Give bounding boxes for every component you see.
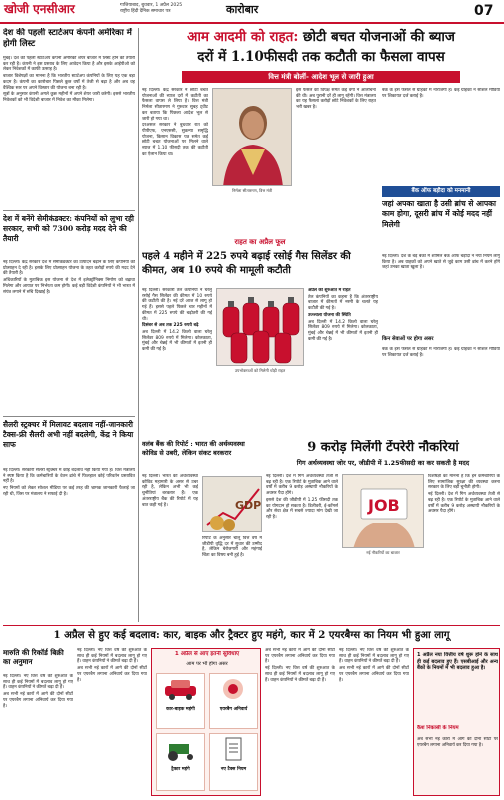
jobs-para: इससे देश की जीडीपी में 1.25 फीसदी तक का योगदान हो सकता है। डिलीवरी, ई-कॉमर्स और सेवा क्षेत्र में सबसे ज्यादा मांग देखी जा रही है।	[266, 497, 338, 521]
story2-headline: देश में बनेंगे सेमीकंडक्टर: कंपनियों को लुभा रही सरकार, सभी को 7300 करोड़ मदद देने की तैयारी	[3, 214, 134, 244]
lpg-para: तेल कंपनियों का कहना है कि अंतरराष्ट्रीय बाजार में कीमतों में नरमी के चलते यह कटौती की गई है।	[308, 294, 378, 312]
bank-para: नई दिल्ली। देश के बड़े बैंकों में शामिल बैंक ऑफ बड़ौदा ने नया नियम लागू किया है। अब ग्राहकों को अपने खाते से जुड़े काम उसी ब्रांच में करने होंगे जहां उनका खाता खुला है।	[382, 254, 500, 271]
document-icon	[210, 734, 257, 764]
bottom-col4	[265, 648, 335, 798]
lpg-subhead: अप्रैल की शुरुआत में राहत	[308, 288, 351, 293]
story1-para: सूत्रों के अनुसार कंपनी अगले कुछ महीनों में अपने शेयर जारी करेगी। इससे भारतीय निवेशकों को भी विदेशी बाजार में निवेश का मौका मिलेगा।	[3, 92, 135, 104]
gdp-para: रिपोर्ट के अनुसार चालू वित्त वर्ष में जीडीपी वृद्धि दर में सुधार की उम्मीद है, लेकिन बेरोजगारी और महंगाई चिंता का विषय बनी हुई है।	[202, 536, 262, 559]
bottom-para: अब सभी नई कारों में आगे की दोनों सीटों पर एयरबैग लगाना अनिवार्य कर दिया गया है।	[3, 692, 73, 709]
gdp-image	[202, 476, 262, 532]
cylinders-caption: उपभोक्ताओं को मिलेगी थोड़ी राहत	[234, 368, 286, 373]
infographic-card	[209, 733, 258, 791]
column-divider	[138, 28, 139, 622]
lpg-para: अब दिल्ली में 14.2 किलो वाला घरेलू सिलेंडर 809 रुपये में मिलेगा। कोलकाता, मुंबई और चेन्नई में भी कीमतों में इतनी ही कमी की गई है।	[142, 330, 212, 353]
bottom-divider	[3, 625, 500, 626]
infographic-card-label: एयरबैग अनिवार्य	[219, 706, 248, 712]
jobs-para: विशेषज्ञों का मानना है कि इन कर्मचारियों के लिए सामाजिक सुरक्षा की व्यवस्था करना सरकार के लिए बड़ी चुनौती होगी।	[428, 474, 500, 491]
gdp-coin-graphic	[203, 477, 262, 532]
bottom-left-headline: मारुति की रिकॉर्ड बिक्री का अनुमान	[3, 648, 64, 667]
jobs-para: नई दिल्ली। देश में गिग अर्थव्यवस्था तेजी से बढ़ रही है। एक रिपोर्ट के मुताबिक आने वाले वर्षों में करीब 9 करोड़ अस्थायी नौकरियों के अवसर पैदा होंगे।	[266, 474, 338, 497]
bottom-para: नई दिल्ली। नए वित्त वर्ष की शुरुआत के साथ ही कई नियमों में बदलाव लागू हो गए हैं। वाहन कंपनियों ने कीमतें बढ़ा दी हैं।	[77, 648, 147, 665]
gdp-headline: वलंब बैंक की रिपोर्ट : भारत की अर्थव्यवस्था कोविड से उबरी, लेकिन संकट बरकरार	[142, 440, 245, 457]
main-headline-line2: दरों में 1.10फीसदी तक कटौती का फैसला वापस	[197, 49, 445, 65]
bottom-right-body: अब सभी नई कारों में आगे की दोनों सीटों पर एयरबैग लगाना अनिवार्य कर दिया गया है।	[417, 737, 498, 748]
section-title: कारोबार	[226, 3, 259, 16]
dateline	[120, 3, 182, 15]
airbag-icon	[210, 674, 257, 704]
bank-teaser-para: बैंक के इस फैसले से ग्राहकों में नाराजगी है। कई ग्राहकों ने सोशल मीडिया पर शिकायत दर्ज कराई है।	[382, 88, 500, 99]
page-number: 07	[474, 3, 494, 19]
bottom-right-subhead: कैश निकासी के नियम	[417, 725, 459, 731]
bank-para: बैंक के इस फैसले से ग्राहकों में नाराजगी है। कई ग्राहकों ने सोशल मीडिया पर शिकायत दर्ज कराई है।	[382, 347, 500, 358]
bottom-para: अब सभी नई कारों में आगे की दोनों सीटों पर एयरबैग लगाना अनिवार्य कर दिया गया है।	[339, 666, 409, 683]
jobs-story	[266, 440, 500, 622]
lpg-body-col1	[142, 288, 212, 438]
dateline-date: गाजियाबाद, बुधवार, 1 अप्रैल 2025	[120, 3, 183, 8]
infographic	[151, 648, 261, 796]
bottom-right-box-text: 1 अप्रैल नया वित्तीय वर्ष शुरू होने के साथ ही कई बदलाव हुए हैं। एसबीआई और अन्य बैंकों के नियमों में भी बदलाव हुआ है।	[417, 652, 498, 671]
infographic-card-label: कार-बाइक महंगी	[166, 706, 195, 712]
bottom-left-story	[3, 648, 73, 798]
tractor-icon	[157, 734, 204, 764]
bottom-col2	[77, 648, 147, 798]
bottom-para: नई दिल्ली। नए वित्त वर्ष की शुरुआत के साथ ही कई नियमों में बदलाव लागू हो गए हैं। वाहन कंपनियों ने कीमतें बढ़ा दी हैं।	[339, 648, 409, 665]
lpg-headline: पहले 4 महीने में 225 रुपये बढ़ाई रसोई गैस सिलेंडर की कीमत, अब 10 रुपये की मामूली कटौती	[142, 251, 351, 276]
minister-photo-caption: निर्मला सीतारमण, वित्त मंत्री	[231, 188, 273, 193]
infographic-card-label: ट्रैक्टर महंगे	[171, 766, 190, 772]
story3-para: नए नियमों को लेकर सोशल मीडिया पर कई तरह की भ्रामक जानकारी फैलाई जा रही थी, जिस पर मंत्रालय ने सफाई दी है।	[3, 486, 135, 497]
story3-headline: सैलरी स्ट्रक्चर में मिलावट बदलाव नहीं-जानकारी टैक्स-फ्री सैलरी अभी नहीं बदलेगी, केंद्र ने किया साफ	[3, 420, 134, 450]
newspaper-logo: खोजी एनसीआर	[4, 2, 75, 16]
story3-para: नई दिल्ली। सरकारी सैलरी स्ट्रक्चर में कोई बदलाव नहीं किया गया है। वित्त मंत्रालय ने स्पष्ट किया है कि कर्मचारियों के वेतन ढांचे में फिलहाल कोई परिवर्तन प्रस्तावित नहीं है।	[3, 468, 135, 485]
main-kicker: आम आदमी को राहत:	[187, 29, 299, 45]
bank-feature	[382, 186, 500, 436]
infographic-card	[156, 673, 205, 729]
jobs-image-label: JOB	[368, 496, 400, 515]
infographic-card-label: नए टैक्स नियम	[220, 766, 247, 772]
story2-para: अधिकारियों के मुताबिक इस योजना से देश में इलेक्ट्रॉनिक्स निर्माण को बढ़ावा मिलेगा और आयात पर निर्भरता कम होगी। कई बड़ी विदेशी कंपनियों ने भी भारत में संयंत्र लगाने में रुचि दिखाई है।	[3, 278, 135, 295]
bottom-para: अब सभी नई कारों में आगे की दोनों सीटों पर एयरबैग लगाना अनिवार्य कर दिया गया है।	[77, 666, 147, 683]
jobs-para: नई दिल्ली। देश में गिग अर्थव्यवस्था तेजी से बढ़ रही है। एक रिपोर्ट के मुताबिक आने वाले वर्षों में करीब 9 करोड़ अस्थायी नौकरियों के अवसर पैदा होंगे।	[428, 492, 500, 515]
main-subhead-bar: वित्त मंत्री बोलीं- आदेश भूल से जारी हुआ	[182, 71, 460, 83]
infographic-subtitle: आम पर भी होगा असर	[186, 661, 228, 667]
car-icon	[157, 674, 204, 704]
bank-body	[382, 254, 500, 334]
story1-para: मुंबई। देश की पहली स्टार्टअप कंपनी अमेरिकी शेयर बाजार में लिस्ट होने की तैयारी कर रही है। कंपनी ने इस प्रस्ताव के लिए आवेदन किया है और इसके आईपीओ को लेकर निवेशकों में काफी उत्साह है।	[3, 56, 135, 73]
job-hand-graphic	[343, 475, 424, 548]
main-headline-line1	[142, 28, 500, 48]
cylinders-photo	[216, 288, 304, 366]
dateline-tagline: राष्ट्रीय हिंदी दैनिक समाचार पत्र	[120, 8, 171, 14]
lpg-kicker: राहत का अप्रैल फूल	[234, 238, 286, 246]
lpg-body-col3	[308, 288, 378, 438]
main-headline-text1: छोटी बचत योजनाओं की ब्याज	[303, 29, 455, 45]
bank-body-2	[382, 347, 500, 435]
infographic-card	[156, 733, 205, 791]
main-body-col1	[142, 88, 208, 238]
story1-body	[3, 56, 135, 206]
jobs-image	[342, 474, 424, 548]
bank-tag: बैंक ऑफ बड़ौदा को मनमानी	[382, 186, 500, 197]
left-column	[3, 28, 135, 622]
divider	[3, 416, 135, 417]
jobs-body-col3	[428, 474, 500, 622]
story2-para: नई दिल्ली। केंद्र सरकार देश में सेमीकंडक्टर का उत्पादन बढ़ाने के लिए कंपनियों को प्रोत्साहन दे रही है। इसके लिए प्रोत्साहन योजना के तहत करोड़ों रुपये की मदद देने की तैयारी है।	[3, 260, 135, 277]
story2-body	[3, 260, 135, 410]
main-para: दरअसल सरकार ने बुधवार रात को पीपीएफ, एनएससी, सुकन्या समृद्धि योजना, किसान विकास पत्र समेत कई छोटी बचत योजनाओं पर मिलने वाले ब्याज में 1.10 फीसदी तक की कटौती का ऐलान किया था।	[142, 123, 208, 157]
bottom-headline: 1 अप्रैल से हुए कई बदलाव: कार, बाइक और ट्रैक्टर हुए महंगे, कार में 2 एयरबैग्स का नियम भी हुआ लागू	[53, 629, 450, 641]
divider	[3, 210, 135, 211]
gdp-body-col1	[142, 474, 198, 622]
jobs-body-col1	[266, 474, 338, 622]
lpg-para: अब दिल्ली में 14.2 किलो वाला घरेलू सिलेंडर 809 रुपये में मिलेगा। कोलकाता, मुंबई और चेन्नई में भी कीमतों में इतनी ही कमी की गई है।	[308, 319, 378, 342]
story3-body	[3, 468, 135, 620]
bank-headline: जहां अपका खाता है उसी ब्रांच से आपका काम होगा, दूसरी ब्रांच में कोई मदद नहीं मिलेगी	[382, 199, 496, 229]
bottom-col5	[339, 648, 409, 798]
gdp-para: नई दिल्ली। भारत की अर्थव्यवस्था कोविड महामारी के असर से उबर रही है, लेकिन अभी भी कई चुनौतियां बरकरार हैं। एक अंतरराष्ट्रीय बैंक की रिपोर्ट में यह बात कही गई है।	[142, 474, 198, 508]
infographic-title: 1 अप्रैल से आएं इतनी सुविधाएं	[174, 651, 240, 657]
bottom-para: नई दिल्ली। नए वित्त वर्ष की शुरुआत के साथ ही कई नियमों में बदलाव लागू हो गए हैं। वाहन कंपनियों ने कीमतें बढ़ा दी हैं।	[3, 674, 73, 691]
lpg-story	[142, 238, 378, 438]
bottom-para: नई दिल्ली। नए वित्त वर्ष की शुरुआत के साथ ही कई नियमों में बदलाव लागू हो गए हैं। वाहन कंपनियों ने कीमतें बढ़ा दी हैं।	[265, 666, 335, 683]
jobs-headline: 9 करोड़ मिलेंगी टेंपरेरी नौकरियां	[307, 440, 459, 455]
gdp-image-label: GDP	[235, 499, 262, 512]
gdp-body-col2	[202, 536, 262, 622]
jobs-image-caption: नई नौकरियों का बाजार	[366, 550, 400, 555]
minister-portrait	[213, 89, 292, 186]
bank-teaser	[382, 88, 500, 180]
masthead	[0, 0, 504, 24]
bottom-left-body	[3, 674, 73, 798]
lpg-subhead: उज्ज्वला योजना की स्थिति	[308, 312, 351, 318]
jobs-subheadline: गिग अर्थव्यवस्था जोर पर, जीडीपी में 1.25फीसदी का कर सकती है मदद	[296, 459, 470, 467]
main-para: इस फैसले की विपक्ष समेत कई वर्गों ने आलोचना की थी। अब पुरानी दरें ही लागू रहेंगी। वित्त मंत्रालय का यह फैसला करोड़ों छोटे निवेशकों के लिए राहत भरी खबर है।	[296, 88, 376, 111]
minister-photo	[212, 88, 292, 186]
story1-headline: देश की पहली स्टार्टअप कंपनी अमेरिका में होगी लिस्ट	[3, 28, 132, 50]
gdp-story	[142, 440, 262, 622]
lpg-para: नई दिल्ली। सरकारी तेल कंपनियों ने घरेलू रसोई गैस सिलेंडर की कीमत में 10 रुपये की कटौती की है। नई दरें आज से लागू हो गई हैं। इससे पहले पिछले चार महीनों में कीमत में 225 रुपये की बढ़ोतरी की गई थी।	[142, 288, 212, 322]
bottom-right-box	[413, 648, 500, 796]
infographic-card	[209, 673, 258, 729]
gas-cylinders-image	[217, 289, 304, 366]
bottom-para: अब सभी नई कारों में आगे की दोनों सीटों पर एयरबैग लगाना अनिवार्य कर दिया गया है।	[265, 648, 335, 665]
main-body-col2	[296, 88, 376, 208]
main-para: नई दिल्ली। केंद्र सरकार ने छोटी बचत योजनाओं की ब्याज दरों में कटौती का फैसला वापस ले लिया है। वित्त मंत्री निर्मला सीतारमण ने गुरुवार सुबह ट्वीट कर बताया कि पिछला आदेश भूल से जारी हो गया था।	[142, 88, 208, 122]
bank-subhead: किन सेवाओं पर होगा असर	[382, 336, 434, 342]
lpg-subhead: दिसंबर से अब तक 225 रुपये बढ़े	[142, 323, 199, 329]
story1-para: बाजार विशेषज्ञों का मानना है कि भारतीय स्टार्टअप कंपनियों के लिए यह एक बड़ा कदम है। कंपनी का कारोबार पिछले कुछ वर्षों में तेजी से बढ़ा है और अब वह वैश्विक स्तर पर अपने विस्तार की योजना बना रही है।	[3, 74, 135, 91]
